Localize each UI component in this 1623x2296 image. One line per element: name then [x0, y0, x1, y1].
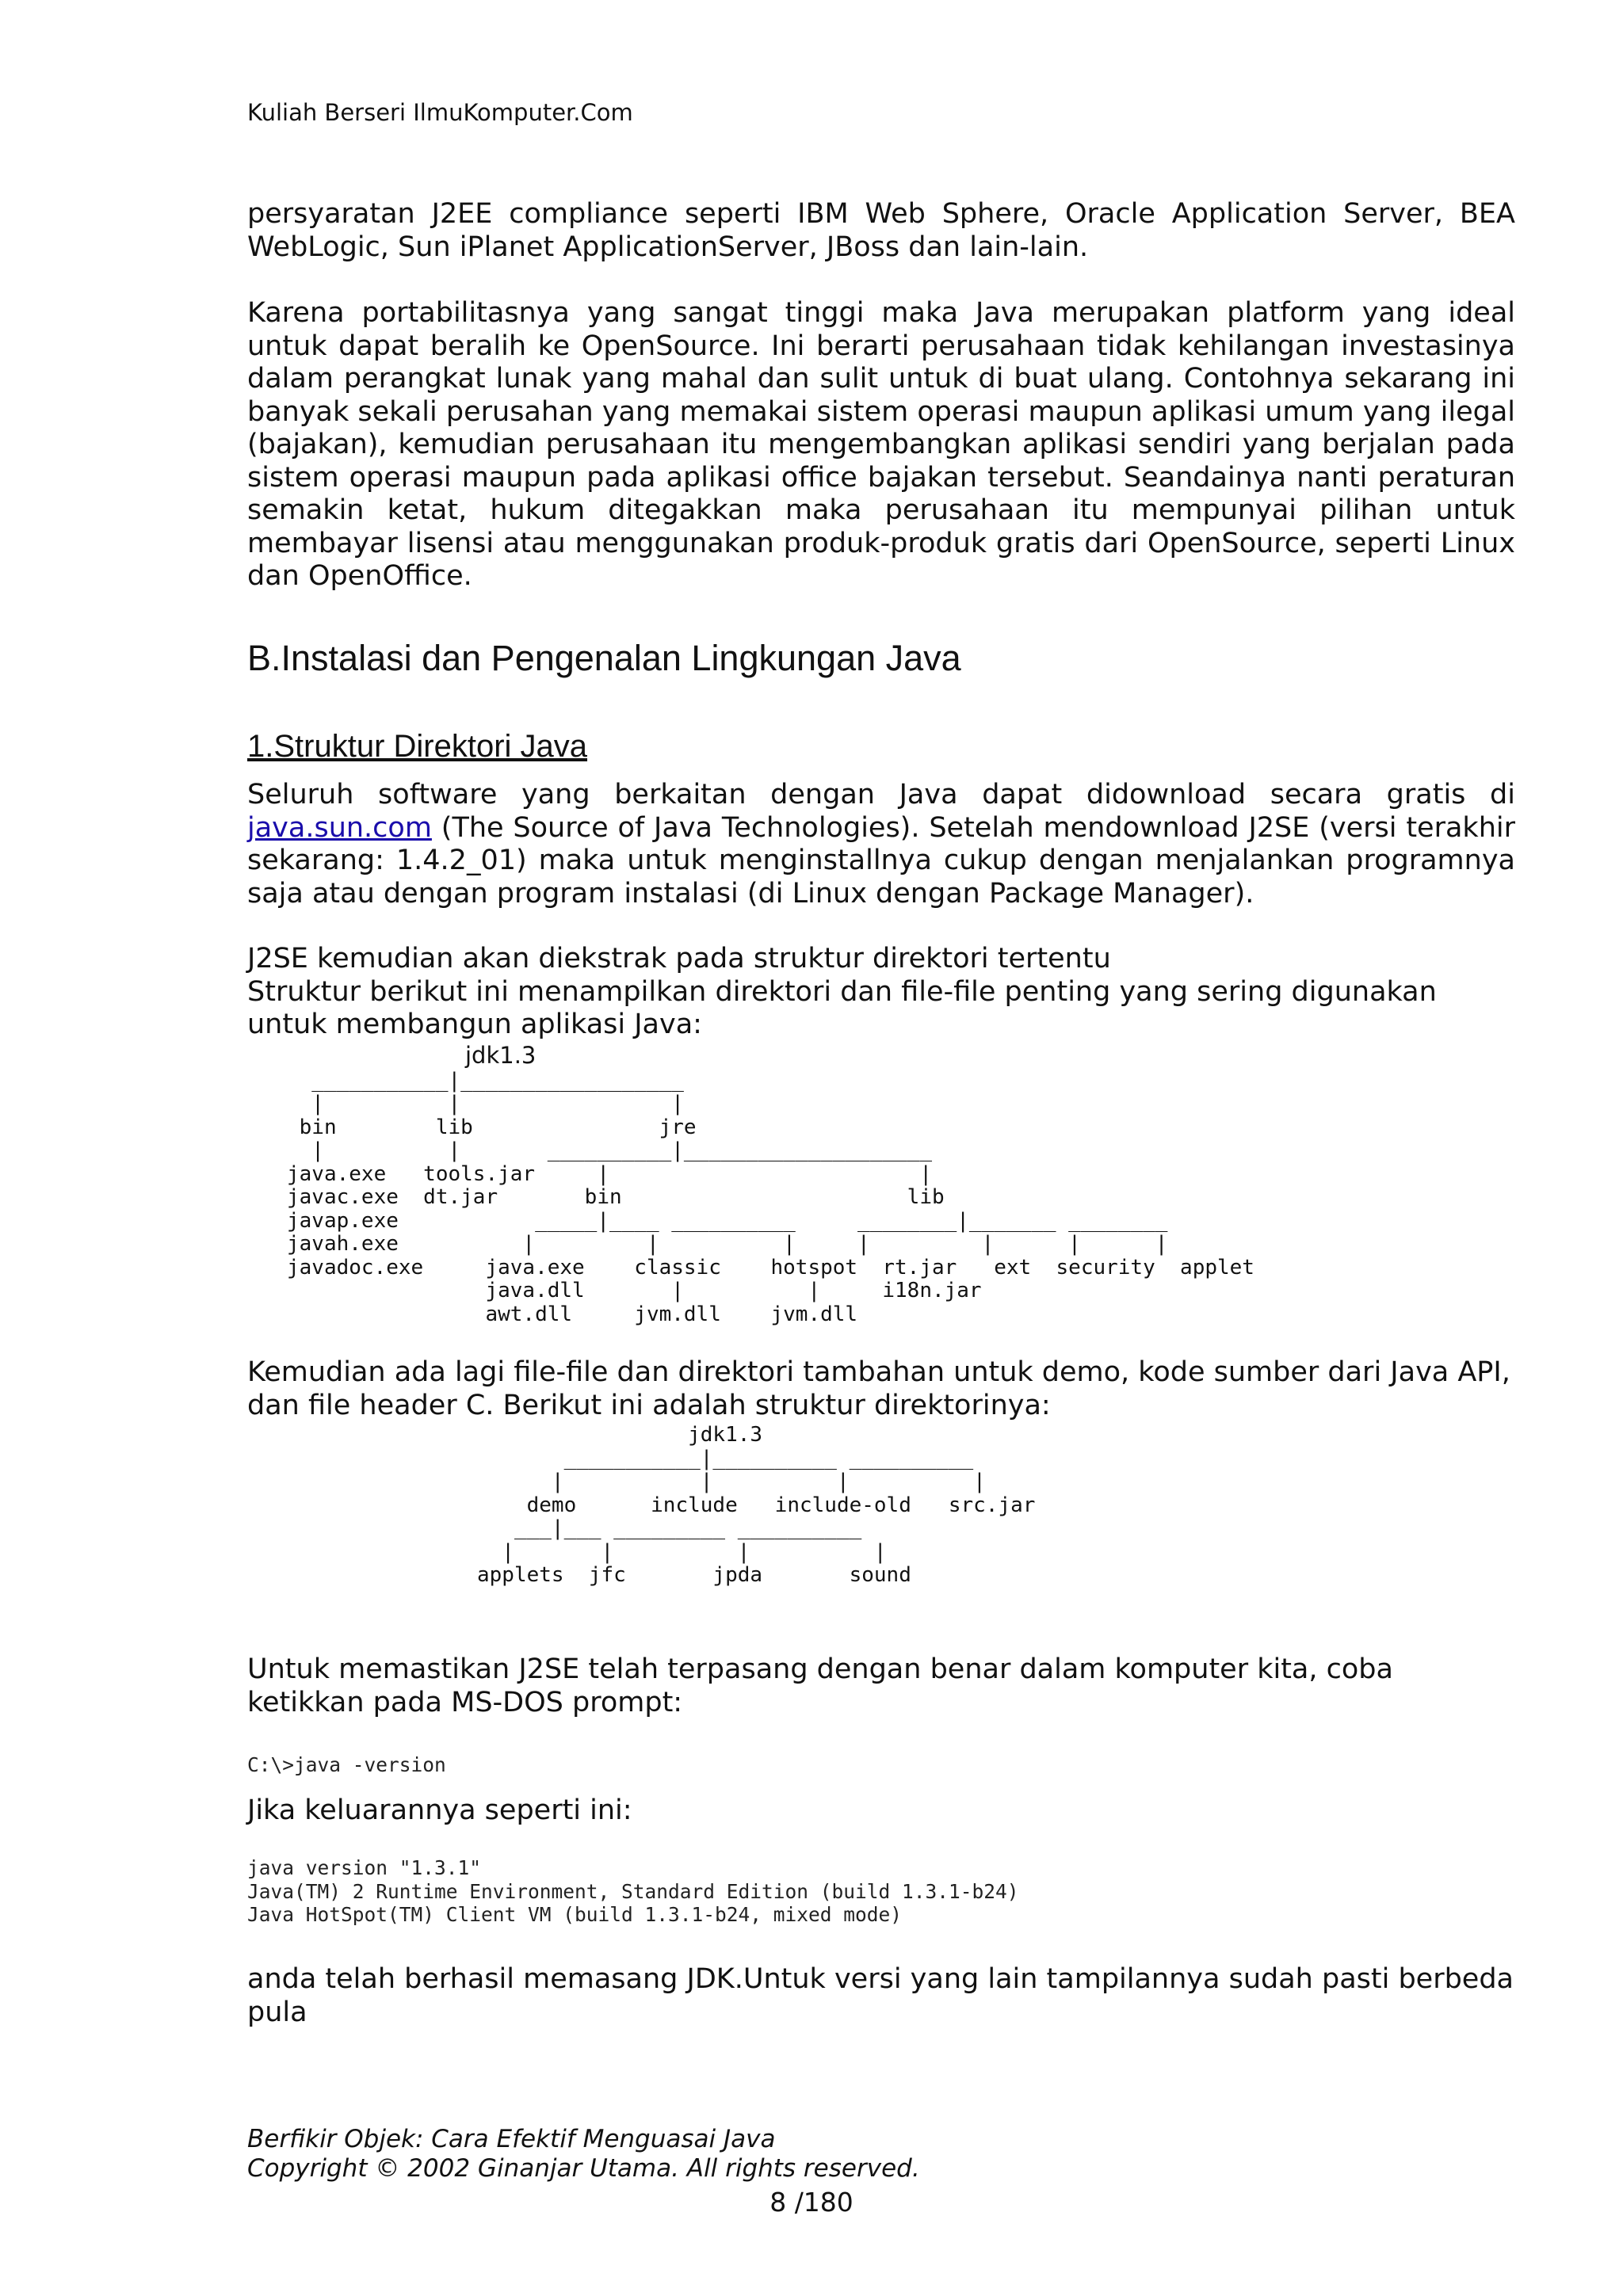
java-version-output: java version "1.3.1" Java(TM) 2 Runtime Environment, Standard Edition (build 1.3.1-b24) Java HotSpot(TM) Client VM (build 1.3.1-b24, mixed mode): [247, 1856, 1019, 1926]
paragraph-structure-intro: [247, 943, 1515, 1042]
paragraph-additional-files: Kemudian ada lagi file-file dan direktori tambahan untuk demo, kode sumber dari Java API, dan file header C. Berikut ini adalah struktur direktorinya:: [247, 1356, 1510, 1421]
tree1-root-label: jdk1.3: [465, 1042, 537, 1069]
page-number: 8 /180: [769, 2187, 854, 2218]
demo-directory-tree: jdk1.3 ___________|__________ __________ | | | | demo include include-old src.jar ___|___ _________ __________ | | | | applets jfc jpda sound: [477, 1423, 1036, 1587]
paragraph-output-intro: Jika keluarannya seperti ini:: [247, 1794, 632, 1826]
download-text-start: Seluruh software yang berkaitan dengan Java dapat didownload secara gratis di: [247, 779, 1515, 810]
section-heading: B.Instalasi dan Pengenalan Lingkungan Java: [247, 638, 961, 678]
footer-book-title: Berfikir Objek: Cara Efektif Menguasai Java: [247, 2125, 776, 2153]
structure-intro-line1: J2SE kemudian akan diekstrak pada struktur direktori tertentu: [247, 943, 1111, 974]
footer-copyright: Copyright © 2002 Ginanjar Utama. All rights reserved.: [247, 2154, 920, 2183]
structure-intro-line2: Struktur berikut ini menampilkan direktori dan file-file penting yang sering digunakan untuk membangun aplikasi Java:: [247, 975, 1437, 1040]
download-text-end: (The Source of Java Technologies). Setelah mendownload J2SE (versi terakhir sekarang: 1.4.2_01) maka untuk menginstallnya cukup dengan menjalankan programnya saja atau dengan program instalasi (di Linux dengan Package Manager).: [247, 811, 1515, 910]
paragraph-j2ee-servers: persyaratan J2EE compliance seperti IBM Web Sphere, Oracle Application Server, BEA WebLogic, Sun iPlanet ApplicationServer, JBoss dan lain-lain.: [247, 198, 1515, 263]
paragraph-verify-install: Untuk memastikan J2SE telah terpasang dengan benar dalam komputer kita, coba ketikkan pada MS-DOS prompt:: [247, 1653, 1393, 1718]
java-sun-link[interactable]: java.sun.com: [247, 811, 432, 844]
paragraph-download: [247, 779, 1515, 910]
footer: [247, 2125, 920, 2183]
paragraph-portability: Karena portabilitasnya yang sangat tinggi maka Java merupakan platform yang ideal untuk dapat beralih ke OpenSource. Ini berarti perusahaan tidak kehilangan investasinya dalam perangkat lunak yang mahal dan sulit untuk di buat ulang. Contohnya sekarang ini banyak sekali perusahan yang memakai sistem operasi maupun aplikasi umum yang ilegal (bajakan), kemudian perusahaan itu mengembangkan aplikasi sendiri yang berjalan pada sistem operasi maupun pada aplikasi office bajakan tersebut. Seandainya nanti peraturan semakin ketat, hukum ditegakkan maka perusahaan itu mempunyai pilihan untuk membayar lisensi atau menggunakan produk-produk gratis dari OpenSource, seperti Linux dan OpenOffice.: [247, 297, 1515, 592]
tree1-body: ___________|__________________ | | | bin lib jre | | __________|____________________ java.exe tools.jar | | javac.exe dt.jar bin lib javap.exe _____|____ __________ ________|_______ ________ javah.exe | | | | | | | javadoc.exe java.exe classic hotspot rt.jar ext security applet java.dll | | i18n.jar awt.dll jvm.dll jvm.dll: [287, 1068, 1254, 1326]
running-header: Kuliah Berseri IlmuKomputer.Com: [247, 99, 633, 126]
paragraph-success: anda telah berhasil memasang JDK.Untuk versi yang lain tampilannya sudah pasti berbeda pula: [247, 1963, 1514, 2028]
jdk-directory-tree: [287, 1044, 1254, 1326]
subsection-heading: 1.Struktur Direktori Java: [247, 729, 588, 764]
command-java-version: C:\>java -version: [247, 1753, 446, 1776]
